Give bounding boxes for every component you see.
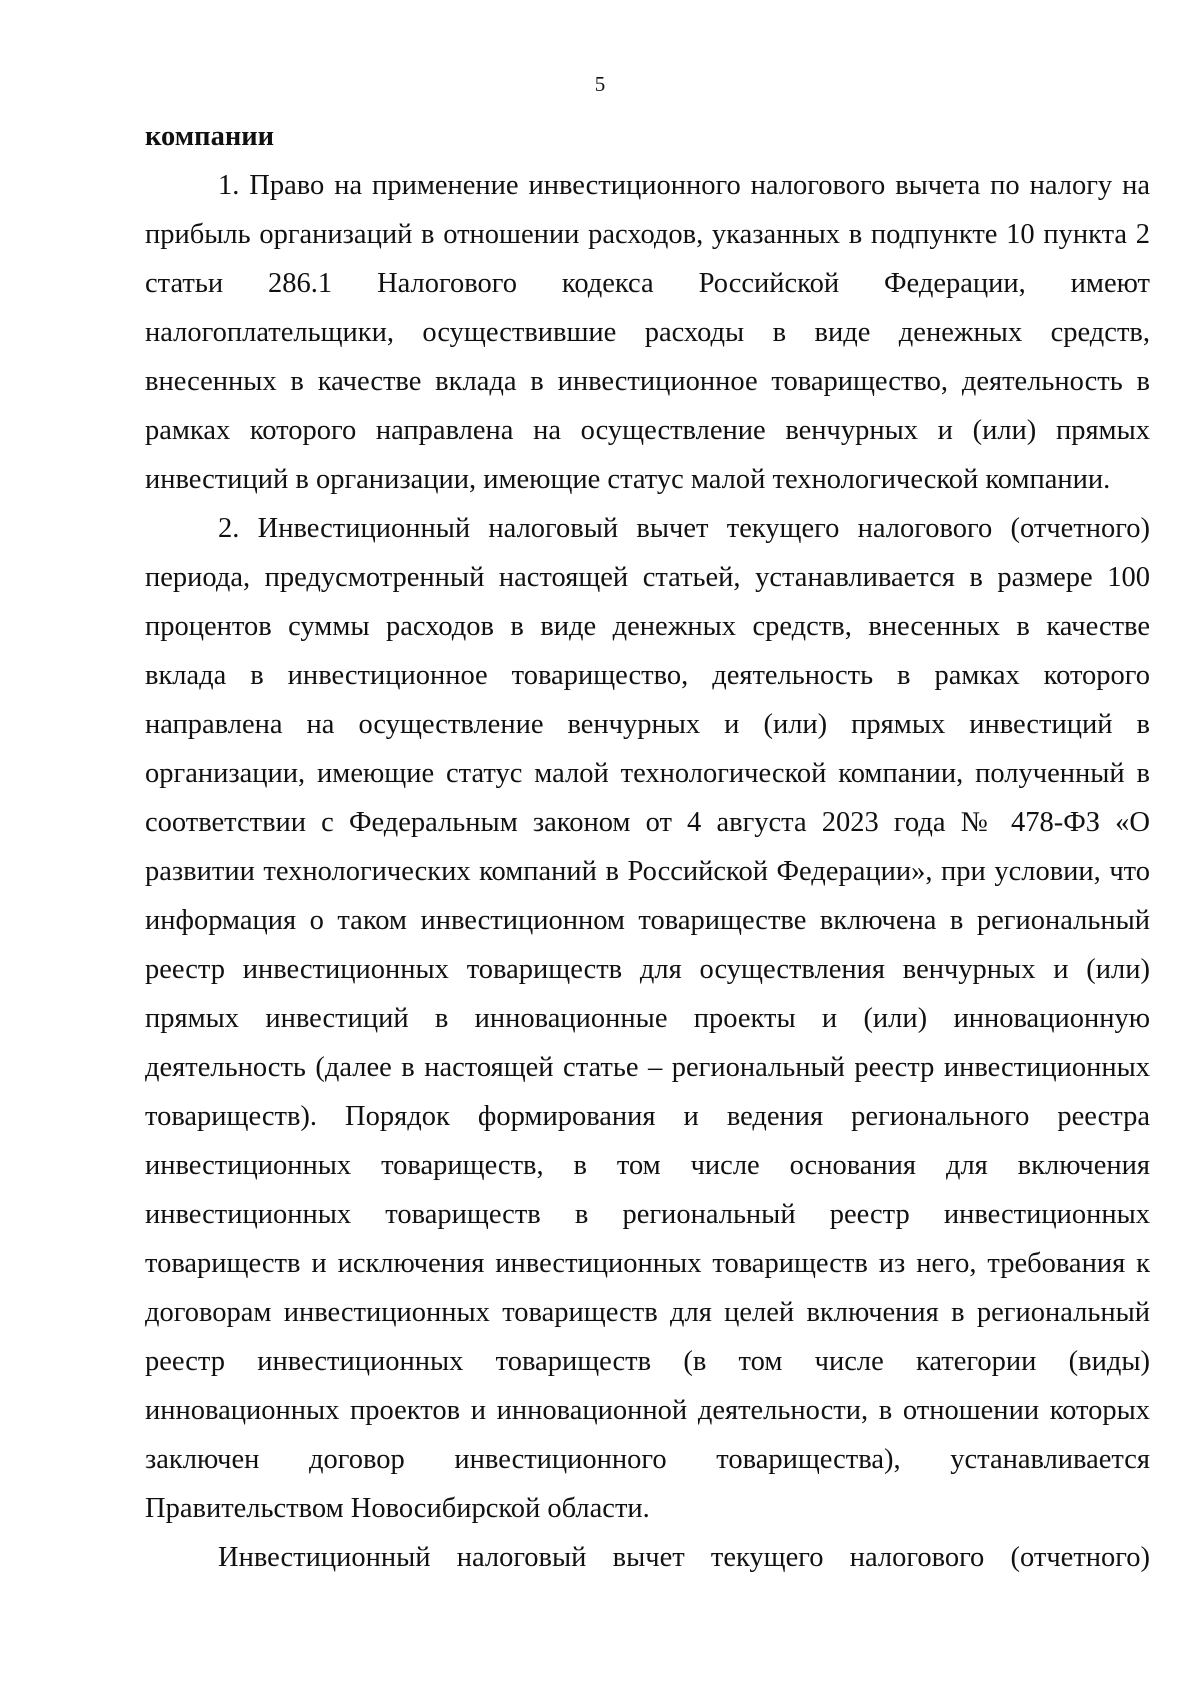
paragraph-1: 1. Право на применение инвестиционного налогового вычета по налогу на прибыль организаций в отношении расходов, указанных в подпункте 10 пункта 2 статьи 286.1 Налогового кодекса Российской Федерации, имеют налогоплательщики, осуществившие расходы в виде денежных средств, внесенных в качестве вклада в инвестиционное товарищество, деятельность в рамках которого направлена на осуществление венчурных и (или) прямых инвестиций в организации, имеющие статус малой технологической компании. [145,170,1150,495]
paragraph-3-start: Инвестиционный налоговый вычет текущего налогового (отчетного) [218,1542,1150,1573]
article-heading-continuation: компании [145,121,275,152]
paragraph-2: 2. Инвестиционный налоговый вычет текущего налогового (отчетного) периода, предусмотренный настоящей статьей, устанавливается в размере 100 процентов суммы расходов в виде денежных средств, внесенных в качестве вклада в инвестиционное товарищество, деятельность в рамках которого направлена на осуществление венчурных и (или) прямых инвестиций в организации, имеющие статус малой технологической компании, полученный в соответствии с Федеральным законом от 4 августа 2023 года № 478-ФЗ «О развитии технологических компаний в Российской Федерации», при условии, что информация о таком инвестиционном товариществе включена в региональный реестр инвестиционных товариществ для осуществления венчурных и (или) прямых инвестиций в инновационные проекты и (или) инновационную деятельность (далее в настоящей статье – региональный реестр инвестиционных товариществ). Порядок формирования и ведения регионального реестра инвестиционных товариществ, в том числе основания для включения инвестиционных товариществ в региональный реестр инвестиционных товариществ и исключения инвестиционных товариществ из него, требования к договорам инвестиционных товариществ для целей включения в региональный реестр инвестиционных товариществ (в том числе категории (виды) инновационных проектов и инновационной деятельности, в отношении которых заключен договор инвестиционного товарищества), устанавливается Правительством Новосибирской области. [145,513,1150,1524]
page-number: 5 [594,72,606,96]
document-body [145,112,1150,1582]
